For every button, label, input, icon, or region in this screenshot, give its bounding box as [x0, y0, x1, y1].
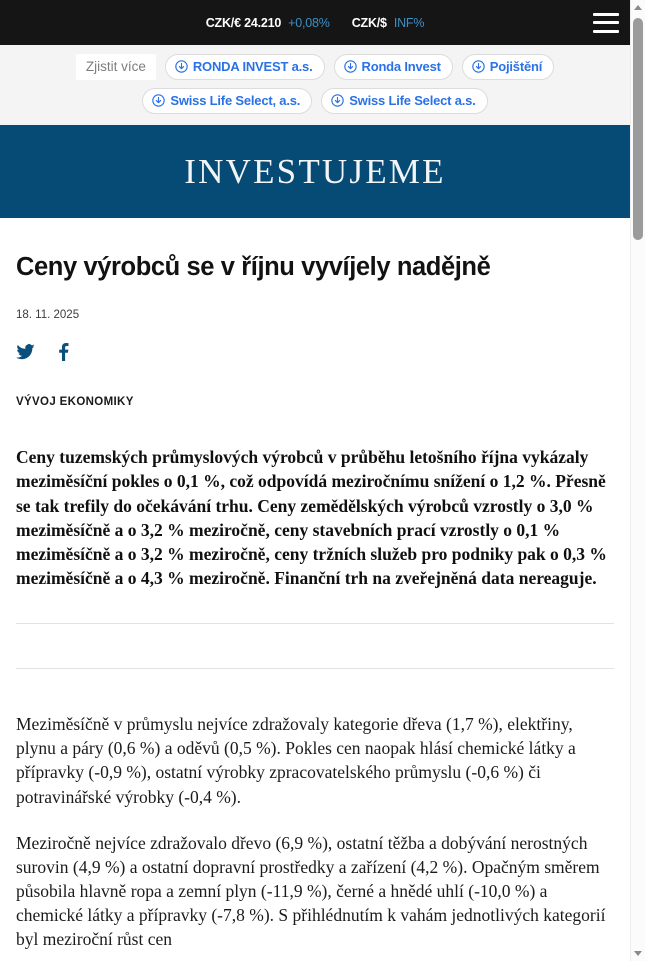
circle-arrow-down-icon — [331, 94, 344, 107]
promo-chip-row-1 — [8, 54, 622, 80]
article-date: 18. 11. 2025 — [16, 309, 80, 322]
article-paragraph: Meziměsíčně v průmyslu nejvíce zdražovaly kategorie dřeva (1,7 %), elektřiny, plynu a páry (0,6 %) a oděvů (0,5 %). Pokles cen naopak hlásí chemické látky a přípravky (-0,9 %), ostatní výrobky zpracovatelského průmyslu (-0,6 %) či potravinářské výrobky (-0,4 %). — [16, 714, 576, 807]
ticker-pair-label: CZK/€ 24.210 — [205, 15, 282, 30]
ticker-change-value: +0,08% — [288, 15, 330, 30]
promo-chip-swiss-life-select-comma-as[interactable] — [142, 88, 312, 114]
ticker-items — [206, 16, 425, 30]
article-body — [16, 712, 614, 951]
article-paragraph: Meziročně nejvíce zdražovalo dřevo (6,9 %), ostatní těžba a dobývání nerostných surovin (4,9 %) a ostatní dopravní prostředky a zařízení (4,2 %). Opačným směrem působila hlavně ropa a zemní plyn (-11,9 %), černé a hnědé uhlí (-10,0 %) a chemické látky a přípravky (-7,8 %). S přihlédnutím k vahám jednotlivých kategorií byl meziroční růst cen — [16, 832, 606, 950]
article-category[interactable]: VÝVOJ EKONOMIKY — [16, 396, 134, 409]
ticker-change-value: INF% — [393, 15, 425, 30]
promo-chip-label: RONDA INVEST a.s. — [192, 59, 313, 74]
ticker-item-czk-usd[interactable] — [352, 16, 425, 30]
promo-chip-label: Swiss Life Select a.s. — [349, 93, 476, 108]
circle-arrow-down-icon — [152, 94, 165, 107]
promo-label: Zjistit více — [76, 54, 156, 80]
site-masthead — [0, 125, 630, 218]
promo-chip-band — [0, 45, 630, 125]
page-scrollbar[interactable] — [630, 0, 645, 961]
promo-chip-ronda-invest-as[interactable] — [165, 54, 325, 80]
hamburger-bar — [593, 30, 619, 33]
circle-arrow-down-icon — [344, 60, 357, 73]
circle-arrow-down-icon — [472, 60, 485, 73]
promo-chip-row-2 — [8, 88, 622, 114]
hamburger-bar — [593, 13, 619, 16]
divider — [16, 623, 614, 624]
promo-chip-label: Pojištění — [489, 59, 543, 74]
article-container — [0, 253, 630, 951]
promo-chip-label: Ronda Invest — [361, 59, 441, 74]
page-title: Ceny výrobců se v říjnu vyvíjely nadějně — [16, 253, 491, 281]
twitter-share-icon[interactable] — [16, 344, 35, 360]
currency-ticker-bar — [0, 0, 630, 45]
facebook-share-icon[interactable] — [58, 343, 69, 361]
social-share-row — [16, 343, 614, 361]
scroll-down-arrow-icon[interactable] — [631, 946, 645, 961]
divider — [16, 668, 614, 669]
promo-chip-pojisteni[interactable] — [462, 54, 554, 80]
circle-arrow-down-icon — [175, 60, 188, 73]
hamburger-menu-icon[interactable] — [593, 13, 619, 33]
ticker-item-czk-eur[interactable] — [206, 16, 330, 30]
scrollbar-thumb[interactable] — [633, 18, 643, 240]
article-lead-paragraph: Ceny tuzemských průmyslových výrobců v průběhu letošního října vykázaly meziměsíční pokles o 0,1 %, což odpovídá meziročnímu snížení o 1,2 %. Přesně se tak trefily do očekávání trhu. Ceny zemědělských výrobců vzrostly o 3,0 % meziměsíčně a o 3,2 % meziročně, ceny stavebních prací vzrostly o 0,1 % meziměsíčně a o 3,2 % meziročně, ceny tržních služeb pro podniky pak o 0,3 % meziměsíčně a o 4,3 % meziročně. Finanční trh na zveřejněná data nereaguje. — [16, 447, 607, 589]
promo-chip-label: Swiss Life Select, a.s. — [170, 93, 301, 108]
ticker-pair-label: CZK/$ — [351, 15, 387, 30]
scroll-up-arrow-icon[interactable] — [631, 0, 645, 15]
site-logo[interactable]: INVESTUJEME — [184, 151, 446, 191]
promo-chip-swiss-life-select-as[interactable] — [321, 88, 487, 114]
promo-chip-ronda-invest[interactable] — [334, 54, 453, 80]
hamburger-bar — [593, 21, 619, 24]
